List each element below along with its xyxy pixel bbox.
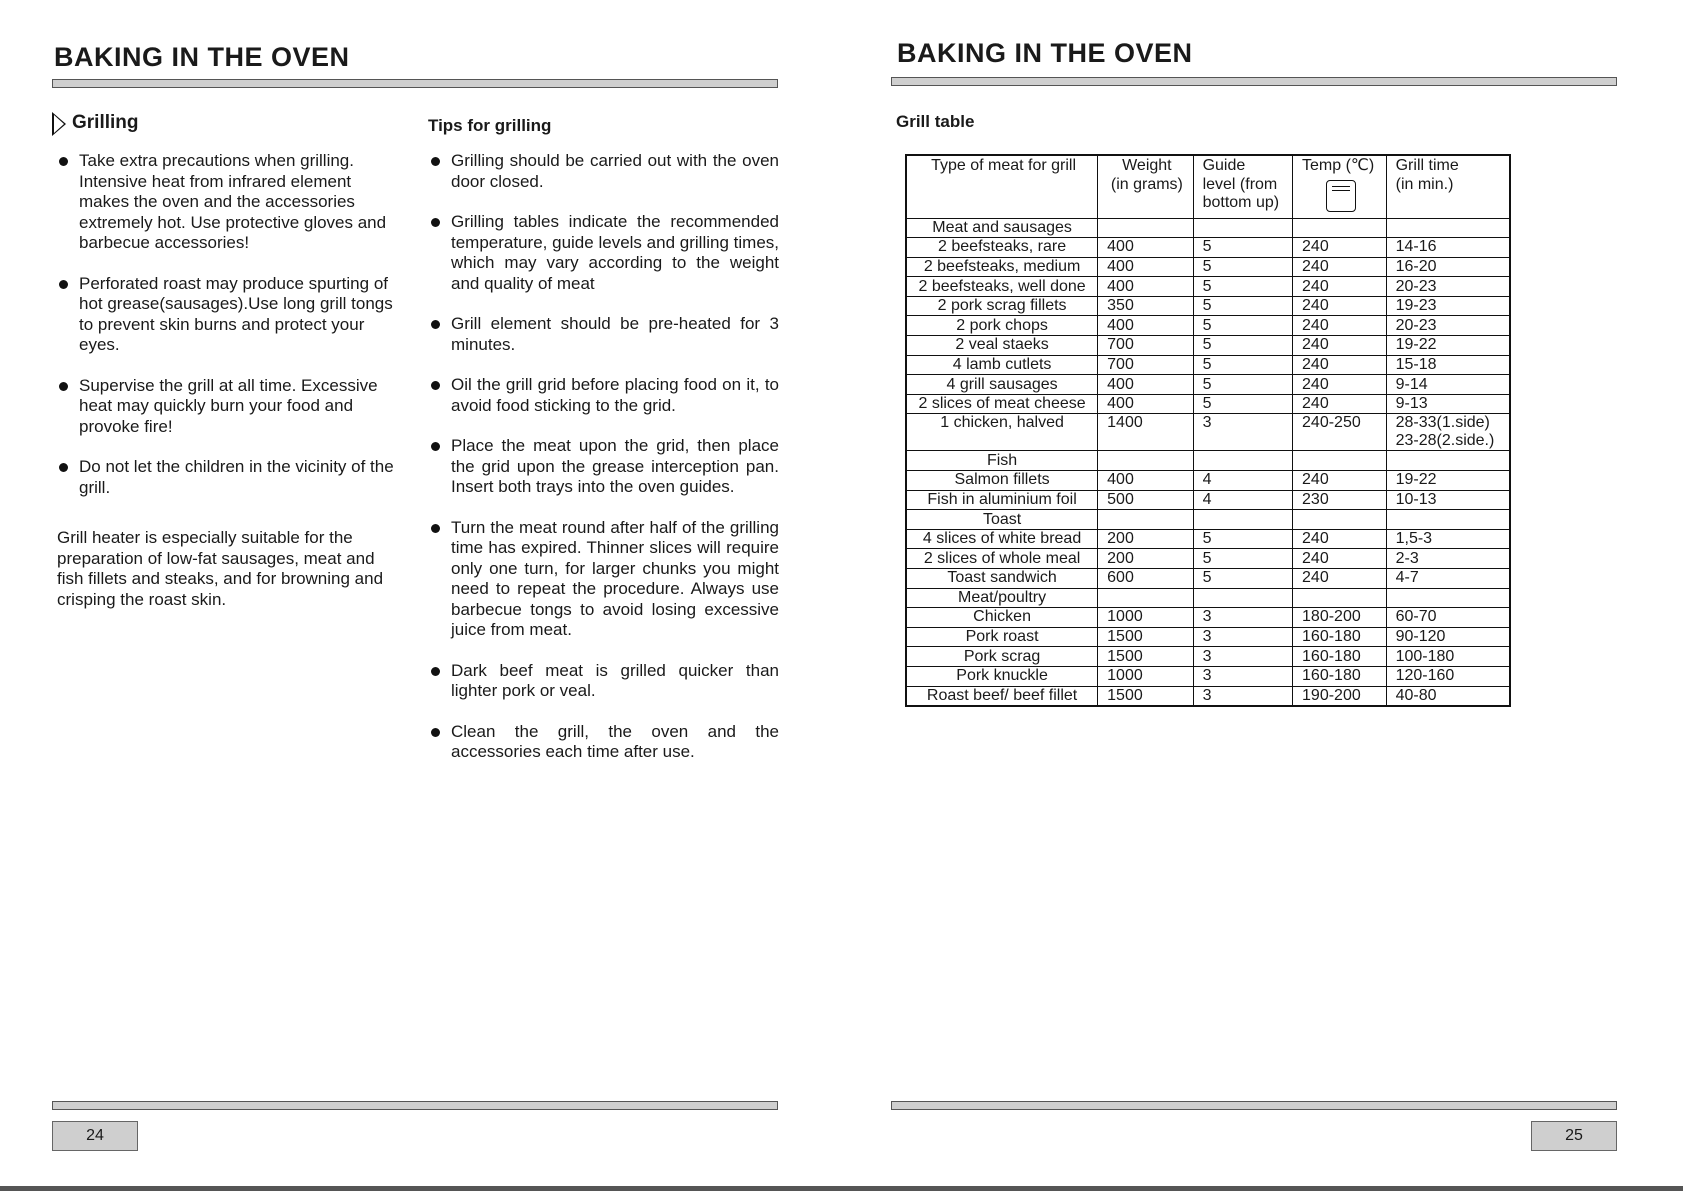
bullet-icon [59, 463, 68, 472]
table-row: Chicken 1000 3 180-200 60-70 [906, 608, 1510, 628]
bullet-icon [431, 320, 440, 329]
table-row: 2 pork chops 400 5 240 20-23 [906, 316, 1510, 336]
list-item: Clean the grill, the oven and the accessories each time after use. [427, 722, 779, 763]
table-row: 2 beefsteaks, well done 400 5 240 20-23 [906, 277, 1510, 297]
list-item: Supervise the grill at all time. Excessive heat may quickly burn your food and provoke fire! [55, 376, 405, 438]
bullet-icon [59, 157, 68, 166]
list-item: Do not let the children in the vicinity of the grill. [55, 457, 405, 498]
table-row: Toast sandwich 600 5 240 4-7 [906, 569, 1510, 589]
list-item: Grilling should be carried out with the oven door closed. [427, 151, 779, 192]
table-row: 2 pork scrag fillets 350 5 240 19-23 [906, 296, 1510, 316]
table-row: Fish [906, 451, 1510, 471]
header-grill-time: Grill time (in min.) [1386, 155, 1510, 218]
table-row: 2 slices of whole meal 200 5 240 2-3 [906, 549, 1510, 569]
grill-heater-paragraph: Grill heater is especially suitable for the preparation of low-fat sausages, meat and fish fillets and steaks, and for browning and crisping the roast skin. [57, 528, 384, 609]
left-header-rule [52, 79, 778, 88]
left-page-header: BAKING IN THE OVEN [54, 42, 350, 72]
right-footer-rule [891, 1101, 1617, 1110]
bullet-icon [431, 218, 440, 227]
table-row: 2 beefsteaks, rare 400 5 240 14-16 [906, 238, 1510, 258]
list-item: Oil the grill grid before placing food on it, to avoid food sticking to the grid. [427, 375, 779, 416]
bullet-icon [431, 728, 440, 737]
tips-list [427, 151, 779, 783]
table-row: Salmon fillets 400 4 240 19-22 [906, 471, 1510, 491]
header-type: Type of meat for grill [906, 155, 1098, 218]
right-page-number: 25 [1531, 1121, 1617, 1151]
table-row: 2 veal staeks 700 5 240 19-22 [906, 336, 1510, 356]
bullet-icon [59, 280, 68, 289]
table-header-row [906, 155, 1510, 218]
list-item: Take extra precautions when grilling. Intensive heat from infrared element makes the oven and the accessories extremely hot. Use protective gloves and barbecue accessories! [55, 151, 405, 254]
right-page-header: BAKING IN THE OVEN [897, 38, 1193, 68]
list-item: Turn the meat round after half of the grilling time has expired. Thinner slices will require only one turn, for larger chunks you might need to repeat the procedure. Always use barbecue tongs to avoid losing excessive juice from meat. [427, 518, 779, 641]
tips-title: Tips for grilling [428, 116, 552, 135]
grill-table-title: Grill table [896, 112, 975, 131]
table-row: Roast beef/ beef fillet 1500 3 190-200 40-80 [906, 686, 1510, 706]
bullet-icon [431, 524, 440, 533]
bullet-icon [431, 381, 440, 390]
table-row: Pork roast 1500 3 160-180 90-120 [906, 627, 1510, 647]
header-guide-level: Guide level (from bottom up) [1193, 155, 1292, 218]
header-temp: Temp (℃) [1293, 155, 1387, 218]
header-weight: Weight (in grams) [1098, 155, 1193, 218]
table-row: Fish in aluminium foil 500 4 230 10-13 [906, 490, 1510, 510]
table-row: Pork scrag 1500 3 160-180 100-180 [906, 647, 1510, 667]
table-row: Meat and sausages [906, 218, 1510, 238]
triangle-marker-icon [52, 112, 66, 136]
table-row: 4 lamb cutlets 700 5 240 15-18 [906, 355, 1510, 375]
table-row: 2 slices of meat cheese 400 5 240 9-13 [906, 394, 1510, 414]
list-item: Grill element should be pre-heated for 3 minutes. [427, 314, 779, 355]
left-page-number: 24 [52, 1121, 138, 1151]
table-row: Meat/poultry [906, 588, 1510, 608]
list-item: Dark beef meat is grilled quicker than lighter pork or veal. [427, 661, 779, 702]
bullet-icon [431, 667, 440, 676]
grilling-warnings-list [55, 151, 405, 518]
table-row: Pork knuckle 1000 3 160-180 120-160 [906, 666, 1510, 686]
left-footer-rule [52, 1101, 778, 1110]
table-row: Toast [906, 510, 1510, 530]
bullet-icon [431, 157, 440, 166]
table-row: 4 slices of white bread 200 5 240 1,5-3 [906, 529, 1510, 549]
bullet-icon [59, 382, 68, 391]
bottom-edge-strip [0, 1186, 1683, 1191]
list-item: Place the meat upon the grid, then place the grid upon the grease interception pan. Insert both trays into the oven guides. [427, 436, 779, 498]
oven-grill-icon [1326, 180, 1356, 212]
bullet-icon [431, 442, 440, 451]
grilling-section-title [52, 112, 139, 136]
right-header-rule [891, 77, 1617, 86]
grill-table [905, 154, 1511, 707]
table-row: 2 beefsteaks, medium 400 5 240 16-20 [906, 257, 1510, 277]
list-item: Perforated roast may produce spurting of hot grease(sausages).Use long grill tongs to prevent skin burns and protect your eyes. [55, 274, 405, 356]
table-row: 1 chicken, halved 1400 3 240-250 28-33(1.side) 23-28(2.side.) [906, 414, 1510, 451]
table-row: 4 grill sausages 400 5 240 9-14 [906, 375, 1510, 395]
grilling-title-text: Grilling [72, 112, 139, 134]
list-item: Grilling tables indicate the recommended temperature, guide levels and grilling times, which may vary according to the weight and quality of meat [427, 212, 779, 294]
